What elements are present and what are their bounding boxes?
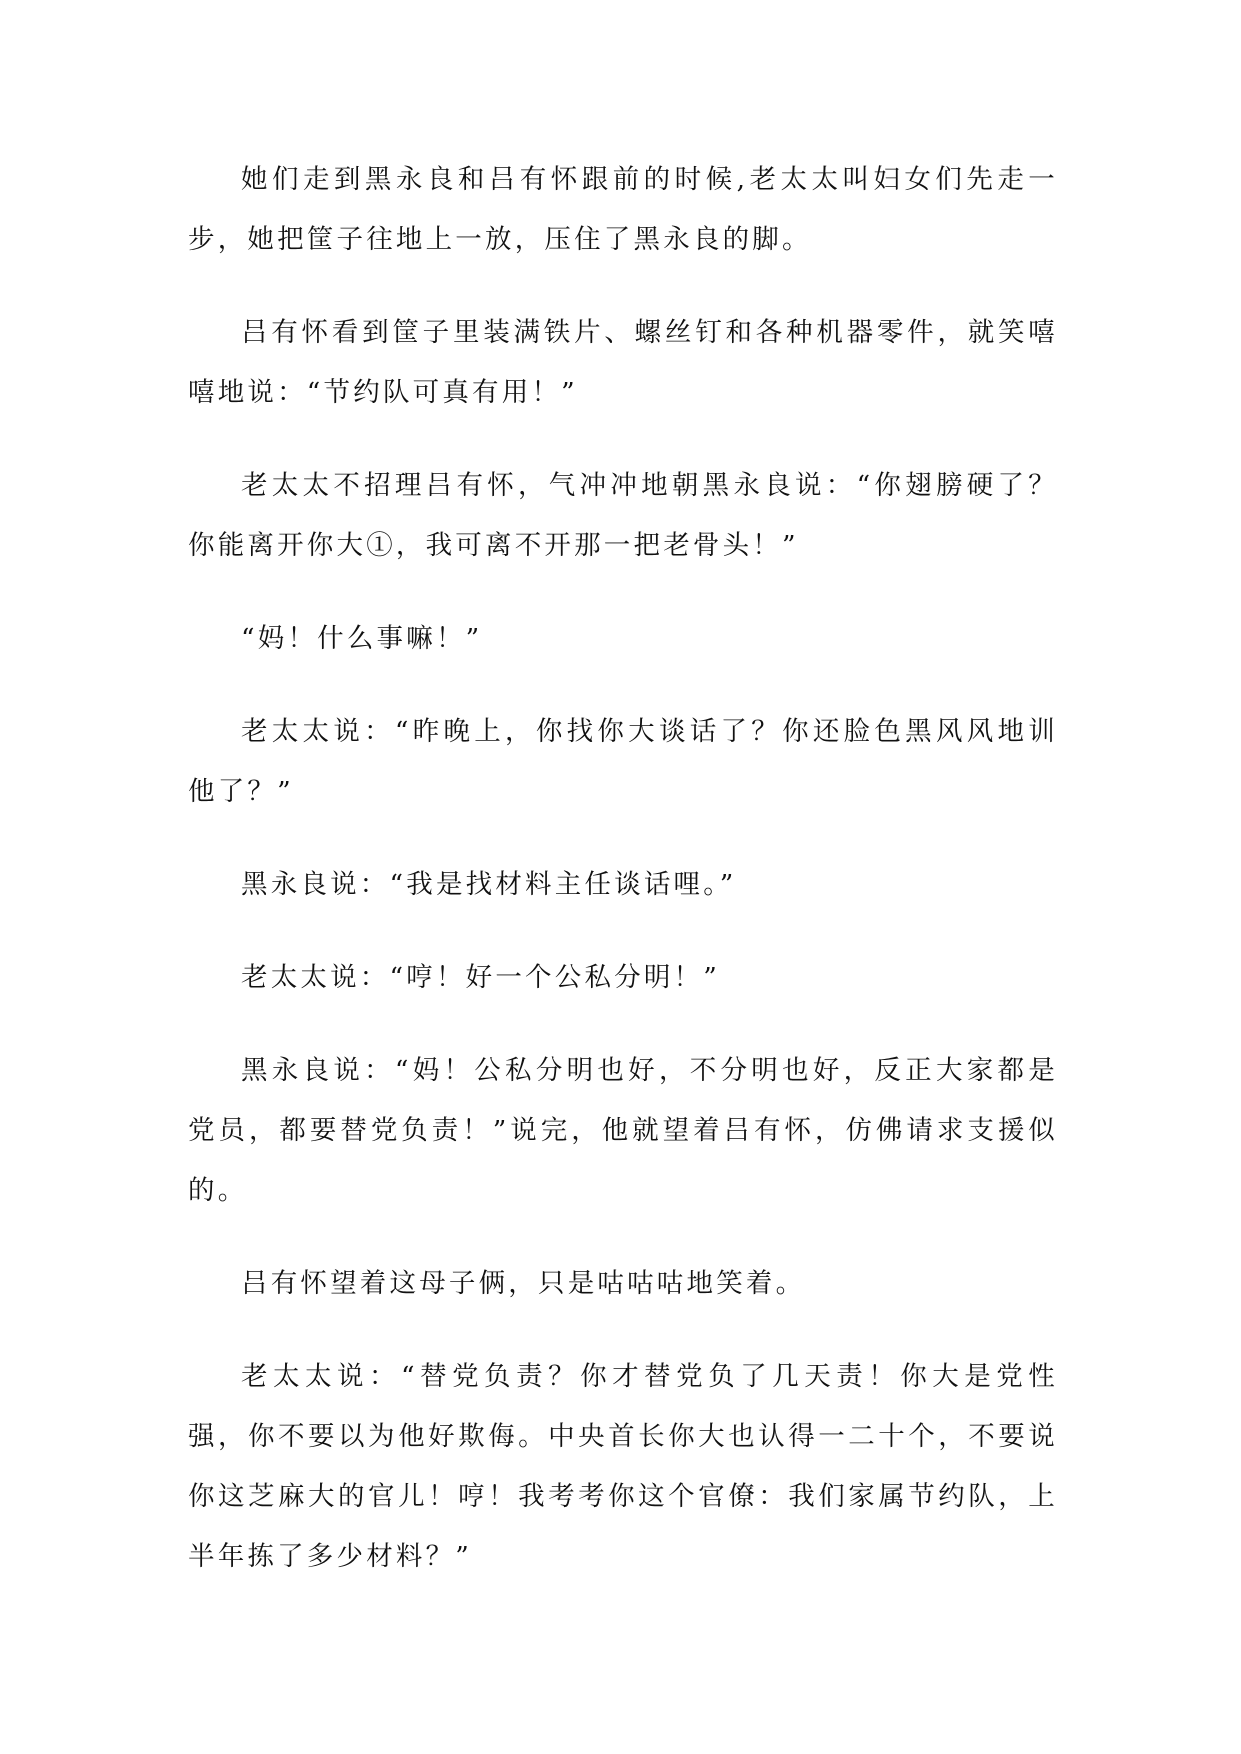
paragraph-8: 黑永良说：“妈！公私分明也好，不分明也好，反正大家都是党员，都要替党负责！”说完，他就望着吕有怀，仿佛请求支援似的。 (188, 1055, 1058, 1206)
paragraph-6: 黑永良说：“我是找材料主任谈话哩。” (241, 869, 737, 900)
story-text (188, 150, 1058, 1620)
paragraph-2: 吕有怀看到筐子里装满铁片、螺丝钉和各种机器零件，就笑嘻嘻地说：“节约队可真有用！” (188, 317, 1058, 408)
paragraph-10: 老太太说：“替党负责？你才替党负了几天责！你大是党性强，你不要以为他好欺侮。中央首长你大也认得一二十个，不要说你这芝麻大的官儿！哼！我考考你这个官僚：我们家属节约队，上半年拣了多少材料？” (188, 1361, 1058, 1572)
paragraph-1: 她们走到黑永良和吕有怀跟前的时候,老太太叫妇女们先走一步，她把筐子往地上一放，压住了黑永良的脚。 (188, 164, 1058, 255)
paragraph-7: 老太太说：“哼！好一个公私分明！” (241, 962, 720, 993)
paragraph-9: 吕有怀望着这母子俩，只是咕咕咕地笑着。 (241, 1268, 806, 1299)
paragraph-3: 老太太不招理吕有怀，气冲冲地朝黑永良说：“你翅膀硬了？你能离开你大①，我可离不开那一把老骨头！” (188, 470, 1058, 561)
paragraph-4: “妈！什么事嘛！” (241, 623, 483, 654)
paragraph-5: 老太太说：“昨晚上，你找你大谈话了？你还脸色黑风风地训他了？” (188, 716, 1058, 807)
